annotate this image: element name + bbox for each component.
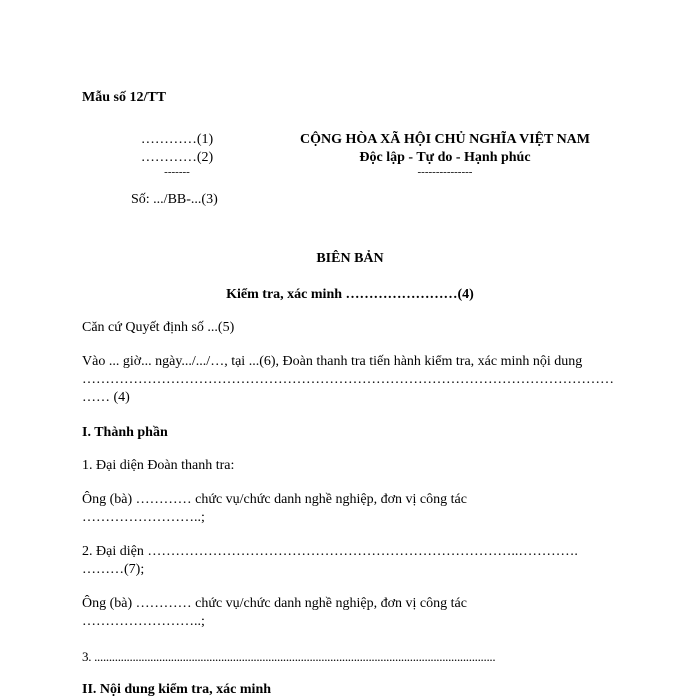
item-1-person-line-2: ……………………..; <box>82 510 205 525</box>
form-number: Mẫu số 12/TT <box>82 90 167 105</box>
intro-line-2: …………………………………………………………………………………………………… <box>82 372 614 387</box>
section-2-heading: II. Nội dung kiểm tra, xác minh <box>82 682 272 697</box>
item-2-line-2: ………(7); <box>82 562 145 577</box>
item-1-person-line-1: Ông (bà) ………… chức vụ/chức danh nghề nghiệp, đơn vị công tác <box>82 492 467 507</box>
legal-basis: Căn cứ Quyết định số ...(5) <box>82 320 235 335</box>
intro-line-1: Vào ... giờ... ngày.../.../…, tại ...(6), Đoàn thanh tra tiến hành kiểm tra, xác minh nội dung <box>82 354 583 369</box>
document-number: Số: .../BB-...(3) <box>131 192 218 207</box>
agency-line-2: …………(2) <box>140 150 214 165</box>
item-2-line-1: 2. Đại diện ……………………………………………………………………..…………. <box>82 544 578 559</box>
agency-rule: ------- <box>164 166 190 178</box>
section-1-heading: I. Thành phần <box>82 425 168 440</box>
document-subtitle: Kiểm tra, xác minh ……………………(4) <box>226 287 474 302</box>
item-1-label: 1. Đại diện Đoàn thanh tra: <box>82 458 235 473</box>
agency-line-1: …………(1) <box>140 132 214 147</box>
national-title: CỘNG HÒA XÃ HỘI CHỦ NGHĨA VIỆT NAM <box>299 132 590 147</box>
national-motto: Độc lập - Tự do - Hạnh phúc <box>359 150 531 165</box>
item-2-person-line-1: Ông (bà) ………… chức vụ/chức danh nghề nghiệp, đơn vị công tác <box>82 596 467 611</box>
document-title: BIÊN BẢN <box>316 251 384 266</box>
item-2-person-line-2: ……………………..; <box>82 614 205 629</box>
intro-line-3: …… (4) <box>82 390 130 405</box>
item-3: 3. ........................................................................................................................................ <box>82 649 496 664</box>
motto-rule: --------------- <box>417 166 473 178</box>
